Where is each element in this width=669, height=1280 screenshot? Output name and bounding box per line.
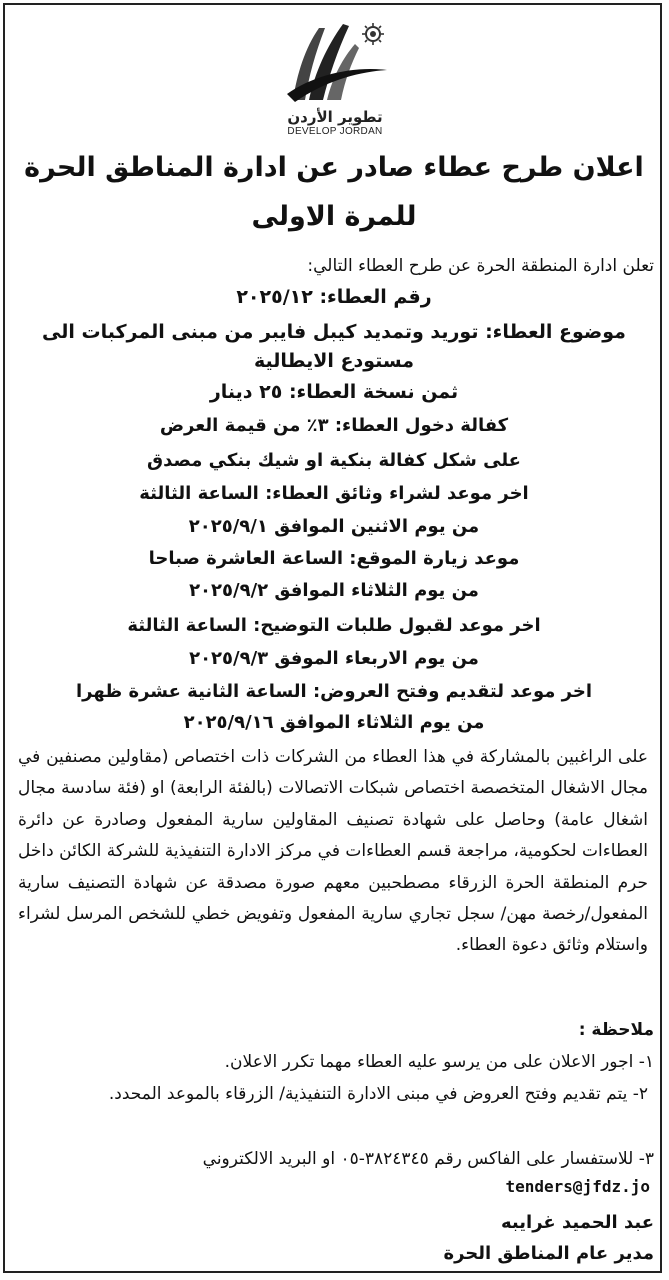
submission-deadline-line2: من يوم الثلاثاء الموافق ٢٠٢٥/٩/١٦	[183, 712, 485, 733]
contact-email: tenders@jfdz.jo	[505, 1177, 650, 1196]
eligibility-paragraph: على الراغبين بالمشاركة في هذا العطاء من الشركات ذات اختصاص (مقاولين مصنفين في مجال الاشغال المتخصصة اختصاص شبكات الاتصالات (بالفئة الرابعة) او (فئة سادسة مجال اشغال عامة) وحاصل على شهادة تصنيف المقاولين سارية المفعول وصادرة عن دائرة العطاءات لحكومية، مراجعة قسم العطاءات في مركز الادارة التنفيذية للشركة الكائن داخل حرم المنطقة الحرة الزرقاء مصطحبين معهم صورة مصدقة عن شهادة التصنيف سارية المفعول/رخصة مهن/ سجل تجاري سارية المفعول وتفويض خطي للشخص المرسل لشراء واستلام وثائق دعوة العطاء.	[18, 747, 648, 956]
purchase-deadline-line1: اخر موعد لشراء وثائق العطاء: الساعة الثالثة	[139, 483, 529, 504]
notes-heading: ملاحظة :	[578, 1020, 654, 1040]
purchase-deadline-line2: من يوم الاثنين الموافق ٢٠٢٥/٩/١	[188, 516, 480, 537]
site-visit-line2: من يوم الثلاثاء الموافق ٢٠٢٥/٩/٢	[189, 580, 479, 601]
intro-text: تعلن ادارة المنطقة الحرة عن طرح العطاء التالي:	[307, 256, 654, 276]
submission-deadline-line1: اخر موعد لتقديم وفتح العروض: الساعة الثانية عشرة ظهرا	[75, 681, 593, 702]
announcement-subtitle: للمرة الاولى	[251, 201, 417, 232]
logo-name-arabic: تطوير الأردن	[287, 108, 383, 126]
develop-jordan-logo	[265, 14, 405, 152]
bid-bond-line2: على شكل كفالة بنكية او شيك بنكي مصدق	[147, 450, 521, 471]
note-3: ٣- للاستفسار على الفاكس رقم ٣٨٢٤٣٤٥-٠٥ او البريد الالكتروني	[202, 1149, 654, 1169]
bid-bond-line1: كفالة دخول العطاء: ٣٪ من قيمة العرض	[159, 415, 509, 436]
signatory-title: مدير عام المناطق الحرة	[443, 1243, 654, 1264]
note-2: ٢- يتم تقديم وفتح العروض في مبنى الادارة التنفيذية/ الزرقاء بالموعد المحدد.	[108, 1084, 648, 1104]
announcement-title: اعلان طرح عطاء صادر عن ادارة المناطق الحرة	[24, 152, 644, 183]
tender-number: رقم العطاء: ٢٠٢٥/١٢	[236, 286, 432, 308]
signatory-name: عبد الحميد غرايبه	[501, 1212, 654, 1233]
logo-name-english: DEVELOP JORDAN	[287, 126, 383, 137]
note-1: ١- اجور الاعلان على من يرسو عليه العطاء مهما تكرر الاعلان.	[224, 1052, 654, 1072]
clarification-deadline-line2: من يوم الاربعاء الموفق ٢٠٢٥/٩/٣	[189, 648, 479, 669]
clarification-deadline-line1: اخر موعد لقبول طلبات التوضيح: الساعة الثالثة	[127, 615, 541, 636]
site-visit-line1: موعد زيارة الموقع: الساعة العاشرة صباحا	[148, 548, 520, 569]
tender-subject-line1: موضوع العطاء: توريد وتمديد كيبل فايبر من مبنى المركبات الى	[42, 321, 626, 343]
tender-subject-line2: مستودع الايطالية	[254, 350, 414, 372]
logo-mark-icon	[275, 14, 395, 106]
tender-copy-price: ثمن نسخة العطاء: ٢٥ دينار	[209, 381, 459, 403]
